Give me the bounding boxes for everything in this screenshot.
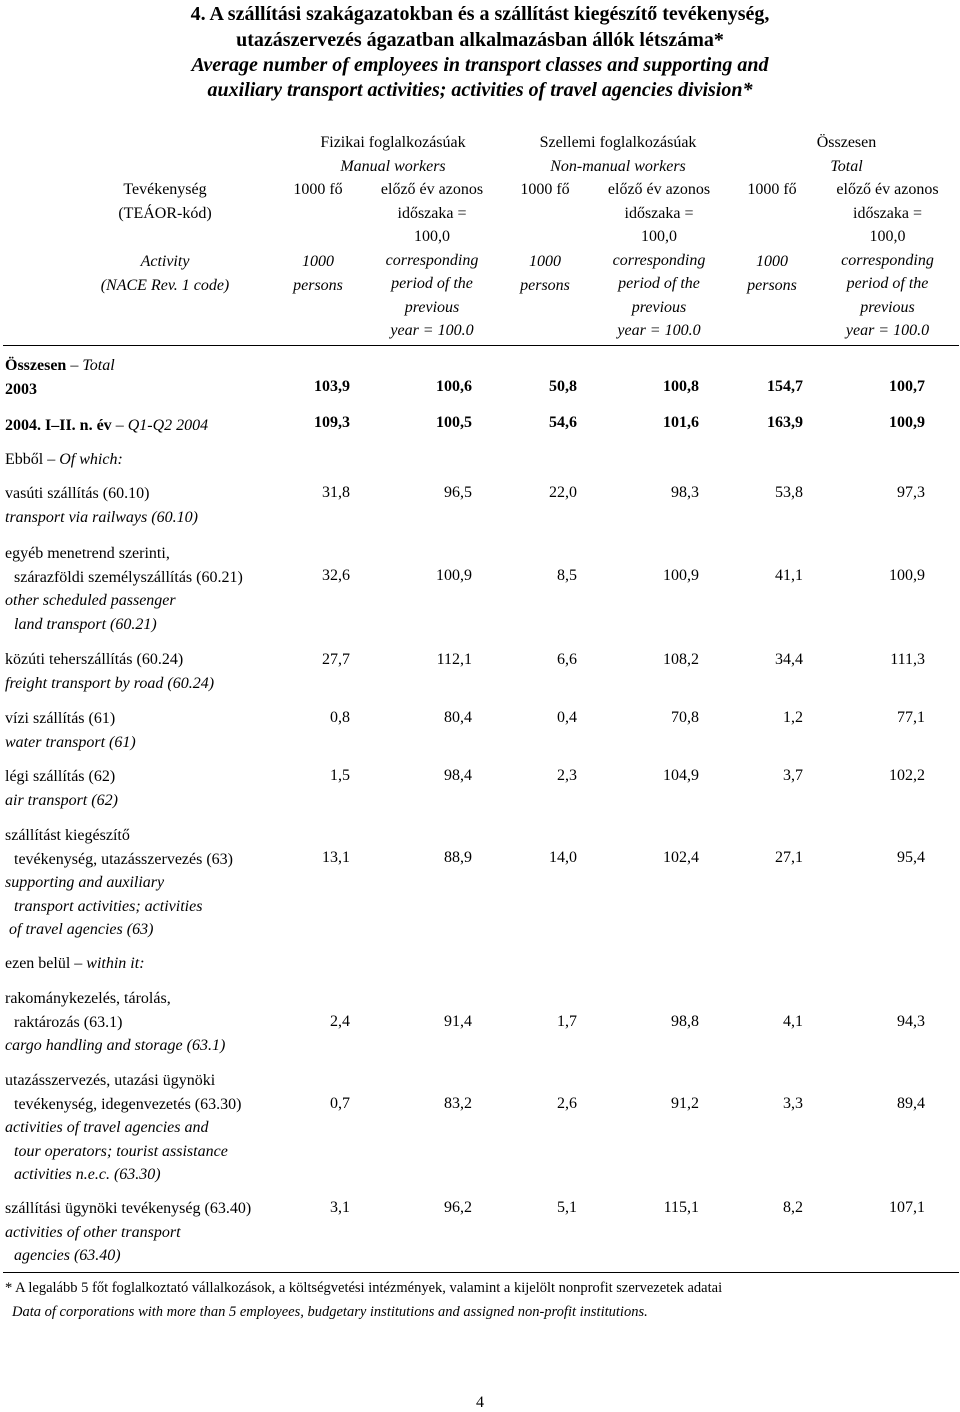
cell: 2,3: [557, 767, 577, 784]
activity-header: [60, 178, 270, 225]
prev-en-3: previous: [860, 298, 915, 316]
cell: 112,1: [436, 651, 472, 668]
col-index-total: [815, 178, 960, 343]
title-en-line2: auxiliary transport activities; activities of travel agencies division*: [207, 79, 753, 101]
activity-en-1: Activity: [140, 253, 190, 270]
cell: 163,9: [767, 414, 803, 431]
prev-hu-1: előző év azonos: [836, 181, 939, 198]
prev-hu-1: előző év azonos: [607, 181, 711, 198]
prev-en-4: year = 100.0: [845, 322, 930, 339]
cell: 8,5: [557, 567, 577, 584]
section-total-hu: Összesen: [5, 357, 67, 374]
cell: 8,2: [783, 1199, 803, 1216]
cell: 0,8: [330, 709, 350, 726]
prev-en-2: period of the: [846, 275, 929, 292]
prev-hu-2: időszaka =: [853, 204, 922, 222]
prev-en-3: previous: [404, 298, 460, 316]
prev-en-1: corresponding: [385, 251, 479, 269]
section-total-en: Total: [82, 357, 115, 374]
activity-en-2: (NACE Rev. 1 code): [100, 276, 230, 294]
cell: 95,4: [897, 849, 925, 866]
label-line: vízi szállítás (61): [5, 710, 116, 727]
label-line: activities n.e.c. (63.30): [14, 1166, 161, 1183]
col-persons-manual: [278, 178, 358, 202]
prev-hu-2: időszaka =: [624, 204, 694, 222]
label-line: land transport (60.21): [14, 615, 157, 633]
label-line: szárazföldi személyszállítás (60.21): [14, 568, 243, 586]
cell: 5,1: [557, 1199, 577, 1216]
dash: –: [70, 357, 79, 374]
cell: 109,3: [314, 414, 350, 431]
label-line: transport via railways (60.10): [5, 508, 198, 526]
prev-hu-3: 100,0: [414, 228, 450, 245]
within-hu: ezen belül: [5, 955, 71, 972]
label-line: freight transport by road (60.24): [5, 674, 215, 692]
row-air-label: [5, 765, 118, 812]
cell: 101,6: [663, 414, 699, 431]
cell: 32,6: [322, 567, 350, 584]
col-persons-total: [732, 178, 812, 202]
cell: 98,8: [671, 1013, 699, 1030]
row-cargo-label: [5, 987, 225, 1058]
label-line: szállítási ügynöki tevékenység (63.40): [5, 1200, 252, 1217]
cell: 98,4: [444, 767, 472, 784]
cell: 100,9: [436, 567, 472, 584]
col-persons-nonmanual-en: [505, 250, 585, 297]
cell: 0,7: [330, 1095, 350, 1112]
label-line: tevékenység, utazásszervezés (63): [14, 850, 233, 868]
persons-hu: 1000 fő: [520, 181, 570, 198]
cell: 1,5: [330, 767, 350, 784]
cell: 107,1: [889, 1199, 925, 1216]
row-2004-en: Q1-Q2 2004: [127, 417, 209, 434]
persons-en-2: persons: [747, 276, 797, 294]
label-line: transport activities; activities: [14, 897, 203, 915]
col-index-manual: [362, 178, 502, 343]
cell: 80,4: [444, 709, 472, 726]
cell: 100,9: [663, 567, 699, 584]
row-2004-label: [5, 414, 208, 438]
cell: 154,7: [767, 378, 803, 395]
cell: 4,1: [783, 1013, 803, 1030]
header-rule: [3, 345, 959, 346]
cell: 27,1: [775, 849, 803, 866]
label-line: water transport (61): [5, 733, 136, 751]
persons-en-1: 1000: [529, 253, 561, 270]
dash: –: [74, 955, 83, 972]
cell: 88,9: [444, 849, 472, 866]
group-manual: [283, 131, 503, 178]
page-number: 4: [476, 1394, 484, 1411]
cell: 31,8: [322, 484, 350, 501]
prev-en-1: corresponding: [612, 251, 706, 269]
within-en: within it:: [86, 955, 145, 972]
cell: 3,7: [783, 767, 803, 784]
of-which-hu: Ebből: [5, 451, 44, 468]
group-nonmanual-hu: Szellemi foglalkozásúak: [539, 134, 697, 151]
cell: 103,9: [314, 378, 350, 395]
row-travel-label: [5, 1069, 241, 1187]
footnote-en: Data of corporations with more than 5 employees, budgetary institutions and assigned non-profit institutions.: [12, 1304, 648, 1320]
label-line: rakománykezelés, tárolás,: [5, 990, 171, 1007]
persons-en-1: 1000: [302, 253, 334, 270]
cell: 77,1: [897, 709, 925, 726]
cell: 50,8: [549, 378, 577, 395]
prev-en-4: year = 100.0: [617, 322, 701, 339]
footnote-hu: * A legalább 5 főt foglalkoztató vállalkozások, a költségvetési intézmények, valamint a kijelölt nonprofit szervezetek adatai: [5, 1280, 723, 1296]
col-persons-nonmanual: [505, 178, 585, 202]
label-line: tevékenység, idegenvezetés (63.30): [14, 1095, 242, 1113]
section-total: [5, 354, 115, 378]
cell: 70,8: [671, 709, 699, 726]
cell: 91,4: [444, 1013, 472, 1030]
label-line: other scheduled passenger: [5, 592, 176, 609]
prev-en-1: corresponding: [841, 251, 934, 269]
cell: 0,4: [557, 709, 577, 726]
persons-hu: 1000 fő: [293, 181, 343, 198]
row-transport-agencies-label: [5, 1197, 251, 1268]
label-line: vasúti szállítás (60.10): [5, 485, 150, 502]
cell: 98,3: [671, 484, 699, 501]
group-total-en: Total: [830, 157, 863, 175]
section-of-which: [5, 448, 123, 472]
group-nonmanual-en: Non-manual workers: [550, 157, 686, 175]
row-railways-label: [5, 482, 198, 529]
prev-hu-3: 100,0: [869, 228, 906, 245]
title-hu-line1: 4. A szállítási szakágazatokban és a szállítást kiegészítő tevékenység,: [190, 3, 770, 25]
col-persons-manual-en: [278, 250, 358, 297]
row-supporting-label: [5, 824, 233, 942]
cell: 22,0: [549, 484, 577, 501]
label-line: tour operators; tourist assistance: [14, 1142, 228, 1160]
label-line: activities of other transport: [5, 1223, 181, 1241]
group-total-hu: Összesen: [816, 134, 877, 151]
cell: 34,4: [775, 651, 803, 668]
activity-hu-1: Tevékenység: [123, 181, 207, 198]
cell: 53,8: [775, 484, 803, 501]
cell: 104,9: [663, 767, 699, 784]
persons-en-2: persons: [520, 276, 570, 294]
persons-en-1: 1000: [756, 253, 788, 270]
cell: 96,2: [444, 1199, 472, 1216]
cell: 100,7: [889, 378, 925, 395]
cell: 1,7: [557, 1013, 577, 1030]
cell: 108,2: [663, 651, 699, 668]
cell: 3,1: [330, 1199, 350, 1216]
persons-hu: 1000 fő: [747, 181, 797, 198]
cell: 41,1: [775, 567, 803, 584]
cell: 100,5: [436, 414, 472, 431]
cell: 115,1: [663, 1199, 699, 1216]
cell: 27,7: [322, 651, 350, 668]
row-2003-label: 2003: [5, 381, 37, 398]
dash: –: [115, 417, 124, 434]
cell: 2,4: [330, 1013, 350, 1030]
label-line: közúti teherszállítás (60.24): [5, 651, 184, 668]
table-bottom-rule: [3, 1272, 959, 1273]
activity-hu-2: (TEÁOR-kód): [118, 204, 212, 222]
title-en-line1: Average number of employees in transport classes and supporting and: [191, 54, 769, 76]
cell: 97,3: [897, 484, 925, 501]
cell: 100,9: [889, 414, 925, 431]
cell: 102,2: [889, 767, 925, 784]
cell: 94,3: [897, 1013, 925, 1030]
label-line: egyéb menetrend szerinti,: [5, 545, 170, 562]
cell: 96,5: [444, 484, 472, 501]
prev-hu-1: előző év azonos: [380, 181, 484, 198]
cell: 102,4: [663, 849, 699, 866]
cell: 100,8: [663, 378, 699, 395]
dash: –: [47, 451, 56, 468]
section-within: [5, 952, 145, 976]
prev-en-2: period of the: [391, 275, 473, 292]
cell: 100,6: [436, 378, 472, 395]
group-manual-hu: Fizikai foglalkozásúak: [320, 134, 466, 151]
prev-hu-2: időszaka =: [397, 204, 467, 222]
label-line: utazásszervezés, utazási ügynöki: [5, 1072, 216, 1089]
cell: 2,6: [557, 1095, 577, 1112]
cell: 111,3: [890, 651, 925, 668]
row-2004-hu: 2004. I–II. n. év: [5, 417, 112, 434]
prev-en-4: year = 100.0: [390, 322, 474, 339]
row-water-label: [5, 707, 136, 754]
label-line: activities of travel agencies and: [5, 1119, 209, 1136]
label-line: air transport (62): [5, 791, 118, 809]
group-total: [733, 131, 960, 178]
cell: 100,9: [889, 567, 925, 584]
cell: 6,6: [557, 651, 577, 668]
title-hu-line2: utazászervezés ágazatban alkalmazásban állók létszáma*: [236, 29, 724, 51]
cell: 14,0: [549, 849, 577, 866]
cell: 1,2: [783, 709, 803, 726]
of-which-en: Of which:: [59, 451, 123, 468]
row-freight-label: [5, 648, 214, 695]
prev-en-3: previous: [631, 298, 687, 316]
row-passenger-label: [5, 542, 243, 636]
group-manual-en: Manual workers: [340, 157, 446, 175]
prev-hu-3: 100,0: [641, 228, 677, 245]
label-line: szállítást kiegészítő: [5, 827, 130, 844]
cell: 83,2: [444, 1095, 472, 1112]
col-persons-total-en: [732, 250, 812, 297]
cell: 13,1: [322, 849, 350, 866]
prev-en-2: period of the: [618, 275, 700, 292]
cell: 91,2: [671, 1095, 699, 1112]
persons-en-2: persons: [293, 276, 343, 294]
label-line: légi szállítás (62): [5, 768, 116, 785]
label-line: raktározás (63.1): [14, 1013, 123, 1031]
cell: 89,4: [897, 1095, 925, 1112]
label-line: agencies (63.40): [14, 1247, 121, 1264]
cell: 54,6: [549, 414, 577, 431]
cell: 3,3: [783, 1095, 803, 1112]
label-line: of travel agencies (63): [9, 921, 154, 938]
label-line: supporting and auxiliary: [5, 874, 165, 891]
activity-header-en: [60, 250, 270, 297]
label-line: cargo handling and storage (63.1): [5, 1037, 226, 1054]
group-nonmanual: [508, 131, 728, 178]
col-index-nonmanual: [589, 178, 729, 343]
